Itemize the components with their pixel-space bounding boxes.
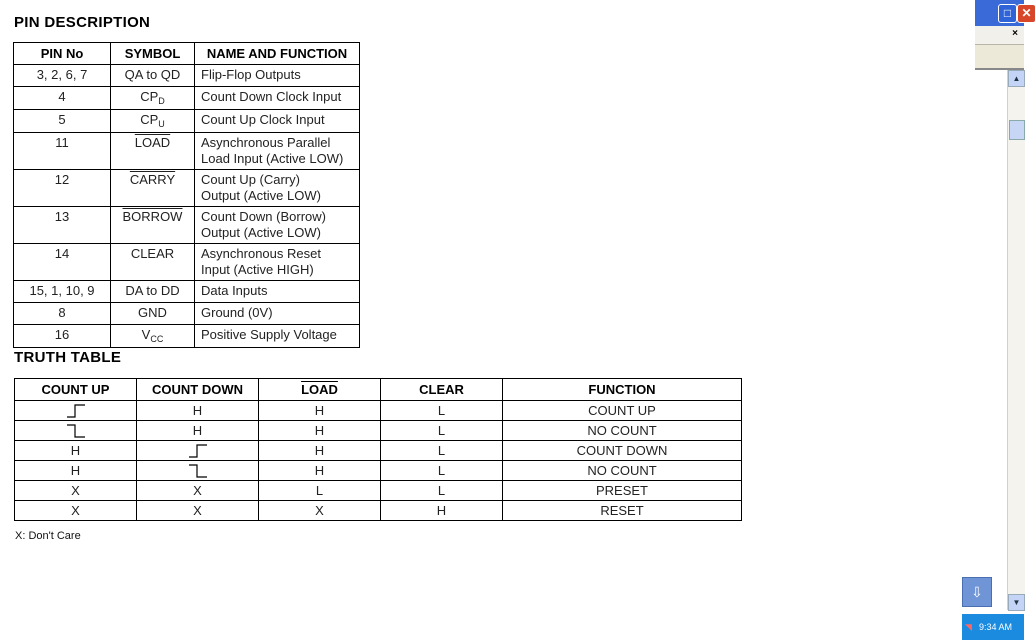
table-cell: H (15, 441, 137, 461)
table-row (15, 421, 742, 441)
table-row (15, 501, 742, 521)
column-header: LOAD (259, 379, 381, 401)
table-row (14, 87, 360, 110)
pin-function: Count Down (Borrow) Output (Active LOW) (195, 207, 360, 244)
table-row (14, 281, 360, 303)
truth-table-title: TRUTH TABLE (14, 349, 122, 366)
table-cell: L (381, 441, 503, 461)
table-cell (137, 441, 259, 461)
column-header: COUNT DOWN (137, 379, 259, 401)
table-cell: PRESET (503, 481, 742, 501)
footnote: X: Don't Care (15, 530, 81, 542)
table-cell: H (381, 501, 503, 521)
pin-description-title: PIN DESCRIPTION (14, 14, 151, 31)
symbol-subscript: D (158, 96, 165, 106)
pin-number: 5 (14, 110, 111, 133)
table-cell: H (259, 441, 381, 461)
table-row (14, 325, 360, 348)
pin-number: 12 (14, 170, 111, 207)
scroll-up-button[interactable]: ▲ (1008, 70, 1025, 87)
table-row (14, 207, 360, 244)
title-bar (975, 0, 1032, 26)
table-header-row (15, 379, 742, 401)
pin-number: 14 (14, 244, 111, 281)
pin-function: Asynchronous Reset Input (Active HIGH) (195, 244, 360, 281)
pin-function: Asynchronous Parallel Load Input (Active LOW) (195, 133, 360, 170)
pin-function: Count Up Clock Input (195, 110, 360, 133)
column-header: PIN No (14, 43, 111, 65)
pin-function: Flip-Flop Outputs (195, 65, 360, 87)
table-row (15, 441, 742, 461)
close-button[interactable]: ✕ (1017, 4, 1036, 23)
symbol-subscript: CC (150, 334, 164, 344)
pin-function: Ground (0V) (195, 303, 360, 325)
table-cell: H (137, 401, 259, 421)
table-cell: H (15, 461, 137, 481)
table-row (15, 461, 742, 481)
table-cell: COUNT UP (503, 401, 742, 421)
scroll-down-button[interactable]: ▼ (1008, 594, 1025, 611)
table-row (14, 65, 360, 87)
table-cell: H (259, 421, 381, 441)
pin-symbol: $CP_U$ (111, 110, 195, 133)
table-cell: L (259, 481, 381, 501)
pin-symbol: CARRY (111, 170, 195, 207)
table-header-row (14, 43, 360, 65)
table-row (14, 244, 360, 281)
pin-function: Count Up (Carry) Output (Active LOW) (195, 170, 360, 207)
table-cell: L (381, 461, 503, 481)
table-row (15, 401, 742, 421)
pin-symbol: CLEAR (111, 244, 195, 281)
table-cell: NO COUNT (503, 421, 742, 441)
table-cell: X (137, 501, 259, 521)
table-cell: X (137, 481, 259, 501)
pin-function: Positive Supply Voltage (195, 325, 360, 348)
toolbar-area (975, 45, 1024, 68)
vertical-scrollbar[interactable] (1007, 70, 1025, 610)
rising-edge-icon (66, 404, 86, 418)
table-cell: H (137, 421, 259, 441)
column-header: COUNT UP (15, 379, 137, 401)
pin-symbol: $CP_D$ (111, 87, 195, 110)
table-row (14, 170, 360, 207)
falling-edge-icon (66, 424, 86, 438)
table-row (14, 303, 360, 325)
table-row (15, 481, 742, 501)
table-cell: COUNT DOWN (503, 441, 742, 461)
table-cell: L (381, 481, 503, 501)
column-header: SYMBOL (111, 43, 195, 65)
table-cell: RESET (503, 501, 742, 521)
symbol-subscript: U (158, 119, 165, 129)
table-cell (15, 401, 137, 421)
pin-number: 13 (14, 207, 111, 244)
truth-table (14, 378, 742, 521)
clock: 9:34 AM (979, 622, 1013, 632)
table-cell: X (15, 501, 137, 521)
pin-function: Count Down Clock Input (195, 87, 360, 110)
scroll-thumb[interactable] (1009, 120, 1025, 140)
pin-number: 4 (14, 87, 111, 110)
pin-symbol: DA to DD (111, 281, 195, 303)
pin-symbol: LOAD (111, 133, 195, 170)
pin-number: 16 (14, 325, 111, 348)
table-cell: L (381, 421, 503, 441)
table-cell: L (381, 401, 503, 421)
window-chrome (962, 0, 1032, 640)
pin-description-table (13, 42, 360, 348)
pin-symbol: GND (111, 303, 195, 325)
pin-number: 11 (14, 133, 111, 170)
maximize-button[interactable]: □ (998, 4, 1017, 23)
download-arrow-icon[interactable]: ⇩ (962, 577, 992, 607)
table-cell (137, 461, 259, 481)
pin-symbol: BORROW (111, 207, 195, 244)
rising-edge-icon (188, 444, 208, 458)
pin-symbol: $V_{CC}$ (111, 325, 195, 348)
system-tray (962, 614, 1024, 640)
table-cell: H (259, 401, 381, 421)
table-cell (15, 421, 137, 441)
pin-number: 8 (14, 303, 111, 325)
falling-edge-icon (188, 464, 208, 478)
close-icon[interactable]: × (1012, 28, 1018, 39)
table-row (14, 133, 360, 170)
network-alert-icon[interactable]: ◥ (965, 622, 972, 632)
table-cell: X (259, 501, 381, 521)
table-cell: NO COUNT (503, 461, 742, 481)
toolbar (975, 26, 1024, 45)
pin-function: Data Inputs (195, 281, 360, 303)
pin-number: 15, 1, 10, 9 (14, 281, 111, 303)
column-header: FUNCTION (503, 379, 742, 401)
pin-symbol: QA to QD (111, 65, 195, 87)
table-row (14, 110, 360, 133)
table-cell: X (15, 481, 137, 501)
table-cell: H (259, 461, 381, 481)
column-header: NAME AND FUNCTION (195, 43, 360, 65)
pin-number: 3, 2, 6, 7 (14, 65, 111, 87)
column-header: CLEAR (381, 379, 503, 401)
